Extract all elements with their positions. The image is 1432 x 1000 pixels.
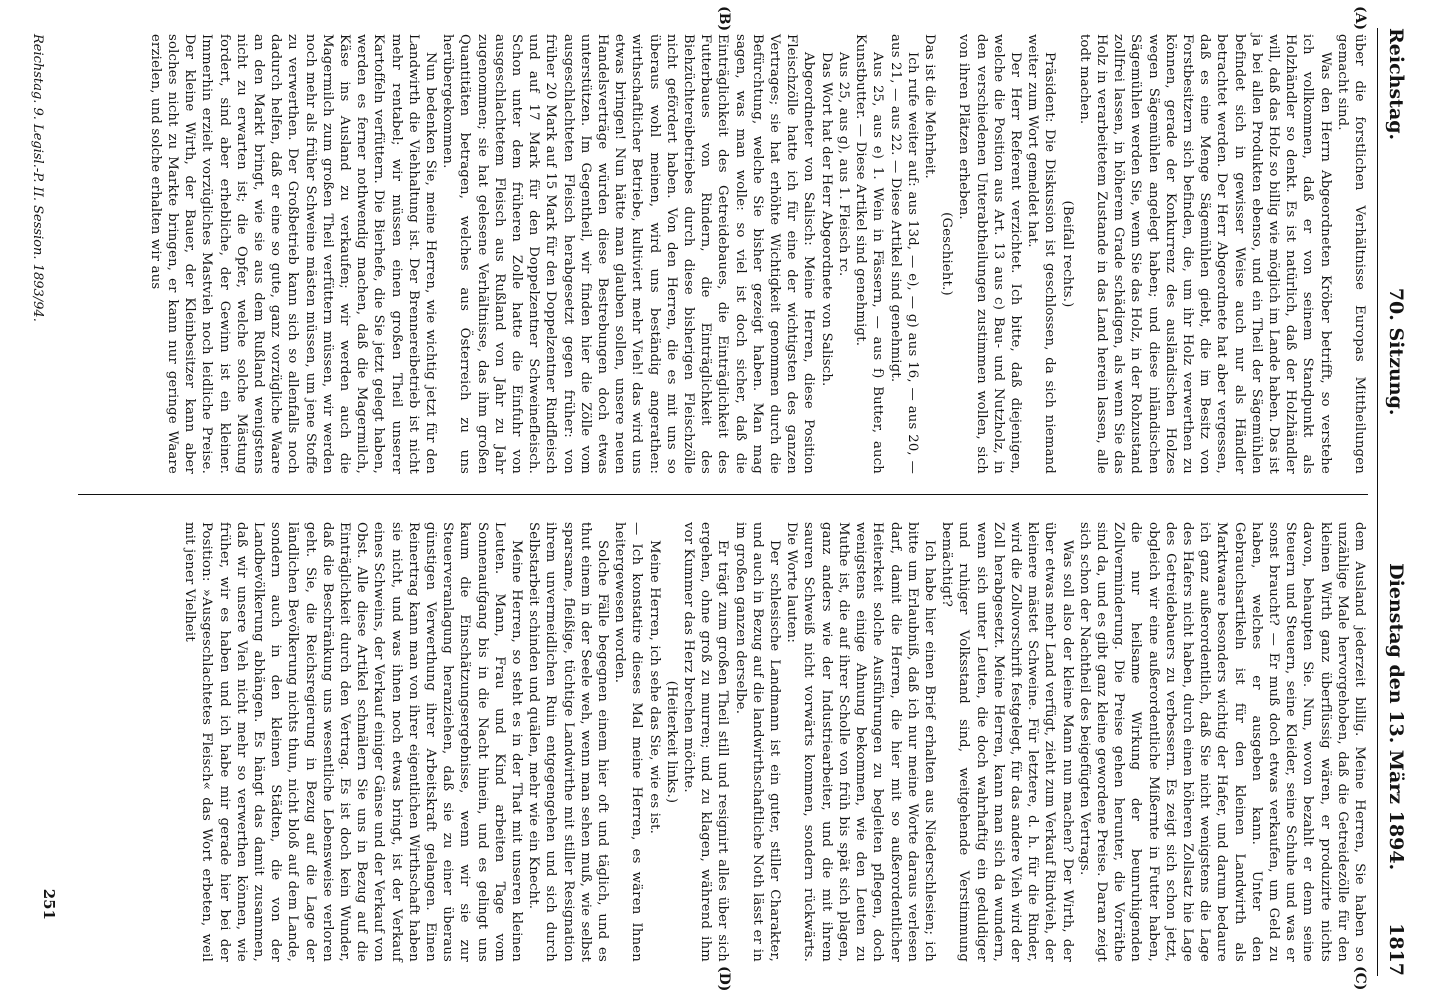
paragraph: Der schlesische Landmann ist ein guter, stiller Charakter, und auch in Bezug auf die landwirthschaftliche Noth lässt er in im großen ganzen derselbe. [732,522,783,962]
paragraph: Er trägt zum großen Theil still und resignirt alles über sich ergehen, ohne groß zu murren; und zu klagen, während ihm vor Kummer das Herz brechen möchte. [681,522,731,962]
margin-mark-a: (A) [1352,6,1368,31]
paragraph: Was den Herrn Abgeordneten Kröber betrifft, so verstehe ich vollkommen, daß er von seinem Standpunkt als Holzhändler so denkt. Es ist natürlich, daß der Holzhändler will, daß das Holz so billig wie möglich im Lande haben. Das ist ja bei allen Produkten ebenso, und ein Theil der Sägemühlen befindet sich in gewisser Weise auch nur als Händler betrachtet werden. Der Herr Abgeordnete hat aber vergessen, daß es eine Menge Sägemühlen giebt, die im Besitz von Forstbesitzern sich befinden, die, um ihr Holz verwerthen zu können, gerade der Konkurrenz des ausländischen Holzes wegen Sägemühlen angelegt haben; und diese inländischen Sägemühlen werden Sie, wenn Sie das Holz, in der Rohzustand zollfrei lassen, in höherem Grade schädigen, als wenn Sie das Holz in verarbeitetem Zustande in das Land herein lassen, alle todt machen. [1076,34,1333,474]
paragraph: (Heiterkeit links.) [663,680,679,804]
page-header [1382,28,1410,976]
paragraph: Der Herr Referent verzichtet. Ich bitte, daß diejenigen, welche die Position aus Art. 13 aus c) Bau- und Nutzholz, in den verschiedenen Unterabtheilungen zustimmen wollen, sich von ihren Plätzen erheben. [956,34,1023,474]
paragraph: Abgeordneter von Salisch: Meine Herren, diese Position Fleischzölle hatte ich für eine der wichtigsten des ganzen Vertrages; sie hat erhöhte Wichtigkeit genommen durch die Befürchtung, welche Sie bisher gezeigt haben. Man mag sagen, was man wolle: so viel ist doch sicher, daß die Einträglichkeit des Getreidebaues, die Einträglichkeit des Futterbaues von Rindern, die Einträglichkeit des Biehzüchtereibetriebes durch diese bisherigen Fleischzölle nicht gefördert haben. Von den Herren, die es mit uns so überaus wohl meinen, wird uns beständig angerathen: wirthschaftlicher Betriebe, kultiviert mehr Vieh! das wird uns etwas bringen! Nun hätte man glauben sollen, unsere neuen Handelsverträge würden diese Bestrebungen doch etwas unterstützen. Im Gegentheil, wir finden hier die Zölle vom ausgeschlachteten Fleisch herabgesetzt gegen früher: von früher 20 Mark auf 15 Mark für den Doppelzentner Rindfleisch und auf 17 Mark für den Doppelzentner Schweinefleisch. Schon unter dem früheren Zolle hatte die Einfuhr von ausgeschlachtetem Fleisch aus Rußland von Jahr zu Jahr zugenommen; sie hat gelesene Verhältnisse, das ihm großen Quantitäten betragen, welches aus Österreich zu uns herübergekommen. [440,34,817,474]
paragraph: (Geschieht.) [939,212,955,296]
paragraph: Das ist die Mehrheit. [921,34,937,179]
paragraph: Meine Herren, ich sehe das Sie, wie es ist. [646,540,662,835]
paragraph: dem Ausland jederzeit billig. Meine Herren, Sie haben so unzählige Male hervorgehoben, daß die Getreidezölle für den kleinen Wirth ganz überflüssig wären, er produzirte nichts davon, behaupten Sie. Nun, wovon bezahlt er denn seine Steuern und Steuern, seine Kleider, seine Schuhe und was er sonst braucht? — Er muß doch etwas verkaufen, um Geld zu haben, welches er ausgeben kann. Unter den Gebrauchsartikeln ist für den kleinen Landwirth als Marktwaare besonders wichtig der Hafer, und darum bedaure ich ganz außerordentlich, daß Sie nicht wenigstens die Lage des Hafers nicht haben, durch einen höheren Zollsatz hie Lage des Getreidebauers zu verbessern. Es zeigt sich schon jetzt, obgleich wir eine außerordentliche Mißernte in Futter haben, die nur heilsame Wirkung der beunruhigenden Zollverminderung. Die Preise gehen herunter, die Vorräthe sind da, und es gibt ganz kleine gewordene Preise. Daran zeigt sich schon der Nachtheil des beigefügten Vertrags. [1076,522,1367,962]
column-divider [78,494,1368,495]
paragraph: — Ich konstatire dieses Mal meine Herren, es wären Ihnen heitergewesen worden. [612,522,645,962]
margin-mark-c: (C) [1352,966,1368,991]
paragraph: Aus 25, aus g), aus 1. Fleisch rc. [835,52,851,277]
header-rule [1377,28,1378,976]
page-footer: Reichstag. 9. Legisl.-P. II. Session. 1893/94. [30,34,45,322]
paragraph: Nun bedenken Sie, meine Herren, wie wichtig jetzt für den Landwirth die Viehhaltung ist. Der Brennereibetrieb ist nicht mehr rentabel; wir müssen einen großen Theil unserer Kartoffeln verfüttern. Die Bierhefe, die Sie jetzt gelegt haben, werden es ferner nothwendig machen, daß die Magermilch, Käse ins Ausland zu verkaufen; wir werden auch die Magermilch zum großen Theil verfüttern müssen, wir werden noch mehr als früher Schweine mästen müssen, um jene Stoffe zu verwerthen. Der Großbetrieb kann sich so allenfalls noch dadurch helfen, daß er eine so gute, ganz vorzügliche Waare an den Markt bringt, wie sie aus dem Rußland wenigstens nicht zu erwarten ist; die Opfer, welche solche Mästung fordert, sind aber erhebliche, der Gewinn ist ein kleiner. Immerhin erzielt vorzügliches Mastvieh noch leidliche Preise. Der kleine Wirth, der Bauer, der Kleinbesitzer kann aber solches nicht zu Markte bringen, er kann nur geringe Waare erzielen, und solche erhalten wir aus [147,34,439,474]
paragraph: (Beifall rechts.) [1059,200,1075,308]
paragraph: Ich habe hier einen Brief erhalten aus Niederschlesien; ich bitte um Erlaubniß, daß ich nur meine Worte daraus verlesen darf, damit die Herren, die hier mit so außerordentlicher Heiterkeit solche Ausführungen zu begleiten pflegen, doch wenigstens einige Ahnung bekommen, wie den Leuten zu Muthe ist, die auf ihrer Scholle von früh bis spät sich plagen, ganz anders wie der Industriearbeiter, und die mit ihrem sauren Schweiß nicht vorwärts kommen, sondern rückwärts. Die Worte lauten: [784,522,937,962]
paragraph: Meine Herren, so steht es in der That mit unseren kleinen Leuten. Mann, Frau und Kind arbeiten Tage vom Sonnenaufgang bis in die Nacht hinein, und es gelingt uns kaum die Einschätzungsergebnisse, wenn wir sie zur Steuerveranlagung heranziehen, daß sie zu einer überaus günstigen Verwerthung ihrer Arbeitskraft gelangen. Einen Reinertrag kann man von ihrer eigentlichen Wirthschaft haben sie nicht, und was ihnen noch etwas bringt, ist der Verkauf eines Schweins, der Verkauf einiger Gänse und der Verkauf von Obst. Alle diese Artikel schmälern Sie uns in Bezug auf die Einträglichkeit durch den Vertrag. Es ist doch kein Wunder, daß die Beschränkung uns wesentliche Lebensweise verloren geht. Sie, die Reichsregierung in Bezug auf die Lage der ländlichen Bevölkerung nichts thun, nicht bloß auf dem Lande, sondern auch in den kleinen Städten, die von der Landbevölkerung abhängen. Es hängt das damit zusammen, daß wir unsere Vieh nicht mehr so verwerthen können, wie früher, wir es haben und ich habe mir gerade hier bei der Position: »Ausgeschlachtetes Fleisch« das Wort erbeten, weil mit jener Vielheit [182,522,525,962]
paragraph: Solche Fälle begegnen einem hier oft und täglich, und es thut einem in der Seele weh, wenn man sehen muß, wie selbst sparsame, fleißige, tüchtige Landwirthe mit stiller Resignation ihrem unvermeidlichen Ruin entgegengehen und sich durch Selbstarbeit schinden und quälen, mehr wie ein Knecht. [526,522,611,962]
margin-mark-d: (D) [716,966,732,992]
paragraph: Das Wort hat der Herr Abgeordnete von Salisch. [818,52,834,387]
paragraph: Aus 25, aus e) 1. Wein in Fässern, — aus f) Butter, auch Kunstbutter. — Diese Artikel sind genehmigt. [853,34,886,474]
header-page-number: 1817 [1385,923,1407,976]
header-date: Dienstag den 13. März 1894. 1817 [1385,563,1407,976]
paragraph: Ich rufe weiter auf: aus 13d, — e), — g) aus 16, — aus 20, — aus 21, — aus 22. — Diese Artikel sind genehmigt. [887,34,920,474]
right-column [181,522,1368,962]
header-left: Reichstag. [1385,28,1407,141]
left-column [147,34,1368,474]
header-session: 70. Sitzung. [1385,287,1407,416]
page-number: 251 [40,888,58,920]
paragraph: Präsident: Die Diskussion ist geschlossen, da sich niemand weiter zum Wort gemeldet hat. [1025,34,1058,474]
margin-mark-b: (B) [716,6,732,32]
paragraph: Was soll also der kleine Mann nun machen? Der Wirth, der über etwas mehr Land verfügt, zieht zum Verkauf Rindvieh, der kleinere mästet Schweine. Für letztere, d. h. für die Rinder, wird die Zollvorschrift festgelegt, für das andere Vieh wird der Zoll herabgesetzt. Meine Herren, kann man sich da wundern, wenn sich unter Leuten, die doch wahrhaftig ein geduldiger und ruhiger Volksstand sind, weitgehende Verstimmung bemächtigt? [939,522,1075,962]
paragraph: über die forstlichen Verhältnisse Europas Mittheilungen gemacht sind. [1334,34,1367,474]
